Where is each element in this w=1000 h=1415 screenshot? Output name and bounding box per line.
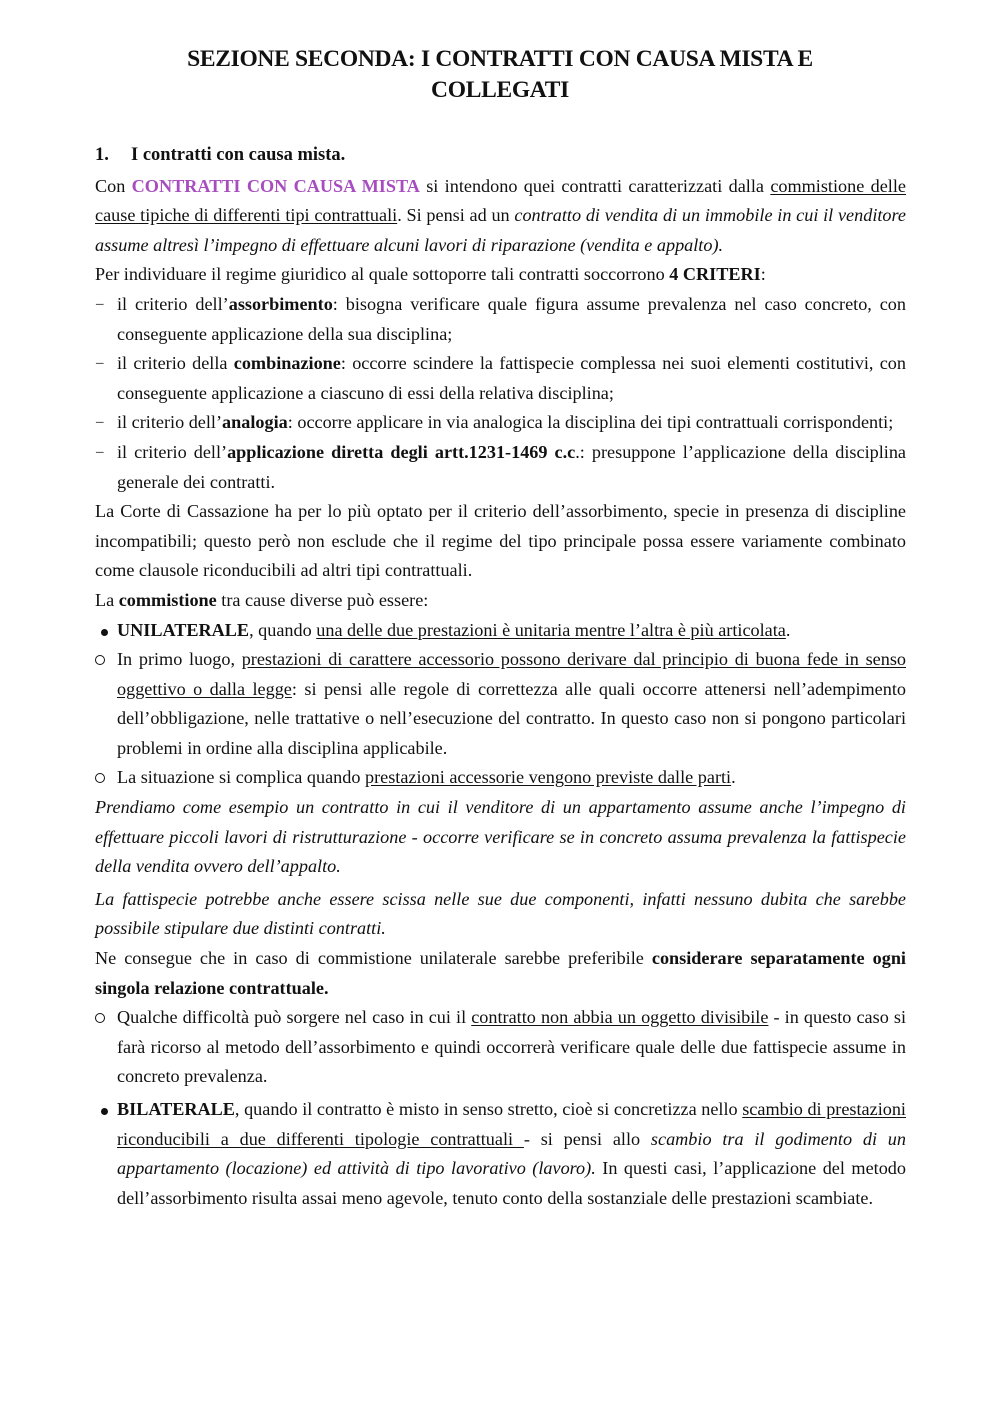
bilaterale-text-3: In questi casi, l’applicazione del metodo dell’assorbimento risulta assai meno agevole, tenuto conto della sostanziale delle prestazioni scambiate. — [117, 1158, 906, 1208]
bilaterale-bold: BILATERALE — [117, 1099, 235, 1119]
dash-marker: – — [96, 355, 104, 372]
commistione-paragraph — [95, 586, 906, 616]
criteria-item-pre: il criterio dell’ — [117, 412, 223, 433]
sub2-underline: prestazioni accessorie vengono previste dalle parti — [364, 767, 732, 788]
sub1-text-2: : si pensi alle regole di correttezza alle quali occorre attenersi nell’adempimento dell’obbligazione, nelle trattative o nell’esecuzione del contratto. In questo caso non si pongono particolari problemi in ordine alla disciplina applicabile. — [117, 678, 906, 758]
sub3-underline: contratto non abbia un oggetto divisibile — [471, 1007, 769, 1028]
criteria-item-post: : bisogna verificare quale figura assume prevalenza nel caso concreto, con conseguente applicazione della sua disciplina; — [117, 293, 906, 344]
sub1-text-1: In primo luogo, — [117, 649, 242, 670]
bullet-circle-icon — [95, 1003, 105, 1033]
section-heading — [95, 141, 906, 171]
criteria-item-bold: combinazione — [233, 353, 341, 374]
criteria-item — [95, 438, 906, 497]
dash-marker: – — [96, 414, 104, 431]
example-paragraph-2: La fattispecie potrebbe anche essere scissa nelle sue due componenti, infatti nessuno dubita che sarebbe possibile stipulare due distinti contratti. — [95, 888, 906, 939]
intro-accent: CONTRATTI CON CAUSA MISTA — [131, 175, 420, 196]
criteria-item-pre: il criterio dell’ — [117, 293, 229, 314]
commistione-text-1: La — [95, 589, 119, 610]
intro-italic-example: contratto di vendita di un immobile in cui il venditore assume altresì l’impegno di effettuare alcuni lavori di riparazione (vendita e appalto). — [95, 205, 906, 255]
criteria-item-post: .: presuppone l’applicazione della disciplina generale dei contratti. — [117, 441, 906, 492]
title-line-1: SEZIONE SECONDA: I CONTRATTI CON CAUSA MISTA E — [187, 46, 813, 72]
intro-text-1: Con — [95, 175, 132, 196]
intro-text-3: . Si pensi ad un — [397, 205, 515, 226]
criteria-intro-text: Per individuare il regime giuridico al quale sottoporre tali contratti soccorrono — [95, 264, 670, 285]
criteria-item-bold: assorbimento — [228, 293, 333, 314]
bilaterale-text-2: - si pensi allo — [523, 1128, 651, 1149]
criteria-item-post: : occorre applicare in via analogica la disciplina dei tipi contrattuali corrispondenti; — [287, 412, 894, 433]
document-body — [95, 141, 906, 1213]
page-title — [95, 44, 905, 106]
unilaterale-underline: una delle due prestazioni è unitaria mentre l’altra è più articolata — [316, 619, 786, 640]
bullet-circle-icon — [95, 763, 105, 793]
bilaterale-underline: scambio di prestazioni riconducibili a due differenti tipologie contrattuali — [117, 1099, 906, 1149]
title-line-2: COLLEGATI — [431, 77, 569, 103]
criteria-item-pre: il criterio della — [117, 353, 234, 374]
bullet-unilaterale — [95, 616, 906, 646]
sub2-text-1: La situazione si complica quando — [117, 767, 365, 788]
intro-paragraph — [95, 172, 906, 261]
unilaterale-text-1: , quando — [249, 619, 317, 640]
example-paragraph-1: Prendiamo come esempio un contratto in cui il venditore di un appartamento assume anche l’impegno di effettuare piccoli lavori di ristrutturazione - occorre verificare se in concreto assuma prevalenza la fattispecie della vendita ovvero dell’appalto. — [95, 797, 906, 877]
sub-item-accessorie — [95, 763, 906, 793]
criteria-item-bold: analogia — [222, 412, 288, 433]
sub2-text-2: . — [731, 767, 736, 788]
criteria-intro-colon: : — [760, 264, 766, 285]
sub-item-buona-fede — [95, 645, 906, 763]
commistione-text-2: tra cause diverse può essere: — [216, 589, 429, 610]
bilaterale-italic: scambio tra il godimento di un appartamento (locazione) ed attività di tipo lavorativo (lavoro). — [117, 1128, 906, 1179]
intro-underline: commistione delle cause tipiche di differenti tipi contrattuali — [95, 175, 906, 226]
criteria-item-post: : occorre scindere la fattispecie complessa nei suoi elementi costitutivi, con conseguente applicazione a ciascuno di essi della relativa disciplina; — [117, 353, 906, 403]
bullet-bilaterale — [95, 1095, 906, 1213]
sub-item-divisibile — [95, 1003, 906, 1092]
consegue-bold: considerare separatamente ogni singola relazione contrattuale. — [95, 948, 906, 998]
bilaterale-text-1: , quando il contratto è misto in senso stretto, cioè si concretizza nello — [234, 1099, 743, 1119]
section-heading-text: I contratti con causa mista. — [131, 145, 346, 165]
criteria-item — [95, 408, 906, 438]
sub3-text-1: Qualche difficoltà può sorgere nel caso in cui il — [117, 1007, 472, 1028]
dash-marker: – — [96, 443, 104, 460]
section-number: 1. — [95, 145, 109, 165]
sub3-text-2: - in questo caso si farà ricorso al metodo dell’assorbimento e quindi occorrerà verificare quale delle due fattispecie assume in concreto prevalenza. — [117, 1007, 907, 1087]
criteria-intro-bold: 4 CRITERI — [669, 264, 761, 285]
criteria-item-bold: applicazione diretta degli artt.1231-1469 c.c — [227, 441, 576, 462]
commistione-bold: commistione — [118, 589, 217, 610]
sub1-underline: prestazioni di carattere accessorio possono derivare dal principio di buona fede in senso oggettivo o dalla legge — [117, 649, 906, 699]
criteria-list — [95, 290, 906, 497]
unilaterale-text-2: . — [785, 619, 791, 640]
bullet-dot-icon — [95, 1095, 108, 1125]
intro-text-2: si intendono quei contratti caratterizzati dalla — [419, 175, 771, 196]
cassazione-paragraph: La Corte di Cassazione ha per lo più optato per il criterio dell’assorbimento, specie in presenza di discipline incompatibili; questo però non esclude che il regime del tipo principale possa essere variamente combinato come clausole riconducibili ad altri tipi contrattuali. — [95, 501, 906, 581]
bullet-dot-icon — [95, 616, 108, 646]
criteria-item — [95, 349, 906, 408]
criteria-item — [95, 290, 906, 349]
bullet-circle-icon — [95, 645, 105, 675]
dash-marker: – — [96, 295, 104, 312]
criteria-intro — [95, 260, 906, 290]
consegue-paragraph — [95, 944, 906, 1003]
consegue-text: Ne consegue che in caso di commistione unilaterale sarebbe preferibile — [95, 948, 652, 969]
criteria-item-pre: il criterio dell’ — [117, 441, 228, 462]
unilaterale-bold: UNILATERALE — [117, 619, 250, 640]
